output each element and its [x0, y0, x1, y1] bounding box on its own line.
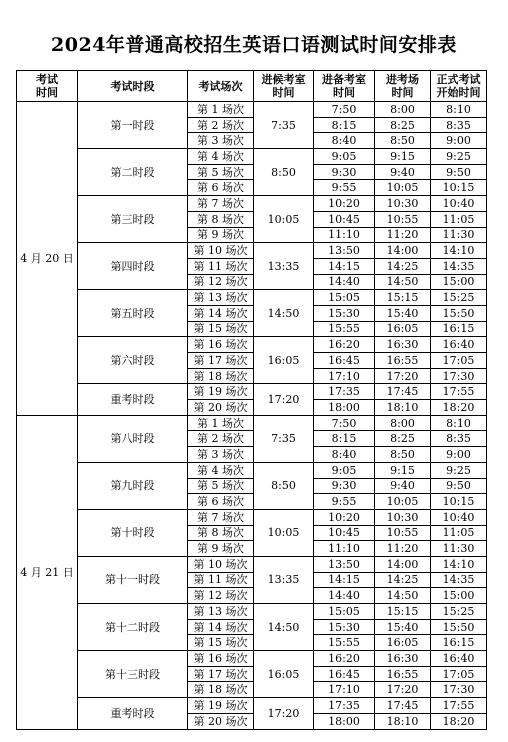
enter-exam-time-cell: 15:15 [375, 290, 431, 306]
period-name-cell: 第一时段 [78, 102, 188, 149]
prep-room-time-cell: 17:10 [314, 368, 375, 384]
session-name-cell: 第 5 场次 [188, 478, 254, 494]
wait-room-time-cell: 13:35 [254, 556, 314, 603]
start-time-cell: 10:15 [431, 494, 487, 510]
start-time-cell: 17:30 [431, 682, 487, 698]
table-body [17, 102, 487, 730]
wait-room-time-cell: 17:20 [254, 698, 314, 729]
start-time-cell: 15:25 [431, 290, 487, 306]
table-row [17, 102, 487, 118]
session-name-cell: 第 1 场次 [188, 102, 254, 118]
period-name-cell: 第十三时段 [78, 651, 188, 698]
prep-room-time-cell: 15:55 [314, 635, 375, 651]
prep-room-time-cell: 13:50 [314, 556, 375, 572]
period-name-cell: 第三时段 [78, 196, 188, 243]
enter-exam-time-cell: 14:50 [375, 588, 431, 604]
session-name-cell: 第 6 场次 [188, 180, 254, 196]
session-name-cell: 第 8 场次 [188, 525, 254, 541]
prep-room-time-cell: 17:35 [314, 384, 375, 400]
table-row [17, 243, 487, 259]
period-name-cell: 重考时段 [78, 384, 188, 415]
session-name-cell: 第 9 场次 [188, 541, 254, 557]
prep-room-time-cell: 14:40 [314, 274, 375, 290]
enter-exam-time-cell: 14:00 [375, 243, 431, 259]
period-name-cell: 重考时段 [78, 698, 188, 729]
enter-exam-time-cell: 18:10 [375, 400, 431, 416]
session-name-cell: 第 3 场次 [188, 133, 254, 149]
prep-room-time-cell: 8:15 [314, 431, 375, 447]
prep-room-time-cell: 15:55 [314, 321, 375, 337]
enter-exam-time-cell: 15:15 [375, 604, 431, 620]
enter-exam-time-cell: 16:30 [375, 651, 431, 667]
start-time-cell: 8:35 [431, 117, 487, 133]
enter-exam-time-cell: 10:55 [375, 525, 431, 541]
enter-exam-time-cell: 9:40 [375, 478, 431, 494]
period-name-cell: 第十时段 [78, 509, 188, 556]
table-row [17, 196, 487, 212]
page-title: 2024年普通高校招生英语口语测试时间安排表 [51, 34, 457, 56]
prep-room-time-cell: 11:10 [314, 541, 375, 557]
session-name-cell: 第 4 场次 [188, 149, 254, 165]
wait-room-time-cell: 10:05 [254, 196, 314, 243]
session-name-cell: 第 15 场次 [188, 321, 254, 337]
enter-exam-time-cell: 17:20 [375, 682, 431, 698]
start-time-cell: 11:05 [431, 525, 487, 541]
start-time-cell: 15:00 [431, 274, 487, 290]
start-time-cell: 8:10 [431, 102, 487, 118]
session-name-cell: 第 19 场次 [188, 698, 254, 714]
start-time-cell: 16:40 [431, 337, 487, 353]
exam-date-cell: 4 月 21 日 [17, 415, 78, 729]
prep-room-time-cell: 16:45 [314, 353, 375, 369]
prep-room-time-cell: 15:30 [314, 619, 375, 635]
enter-exam-time-cell: 10:30 [375, 509, 431, 525]
header-wait-room-time: 进候考室 时间 [254, 71, 314, 102]
enter-exam-time-cell: 18:10 [375, 713, 431, 729]
session-name-cell: 第 17 场次 [188, 666, 254, 682]
prep-room-time-cell: 9:05 [314, 462, 375, 478]
prep-room-time-cell: 18:00 [314, 713, 375, 729]
enter-exam-time-cell: 8:50 [375, 447, 431, 463]
session-name-cell: 第 8 场次 [188, 211, 254, 227]
start-time-cell: 14:35 [431, 258, 487, 274]
prep-room-time-cell: 13:50 [314, 243, 375, 259]
enter-exam-time-cell: 10:55 [375, 211, 431, 227]
start-time-cell: 16:15 [431, 321, 487, 337]
table-row [17, 604, 487, 620]
start-time-cell: 18:20 [431, 713, 487, 729]
start-time-cell: 11:30 [431, 541, 487, 557]
prep-room-time-cell: 8:40 [314, 133, 375, 149]
enter-exam-time-cell: 15:40 [375, 305, 431, 321]
session-name-cell: 第 4 场次 [188, 462, 254, 478]
enter-exam-time-cell: 16:55 [375, 666, 431, 682]
enter-exam-time-cell: 14:50 [375, 274, 431, 290]
wait-room-time-cell: 13:35 [254, 243, 314, 290]
prep-room-time-cell: 9:55 [314, 494, 375, 510]
prep-room-time-cell: 18:00 [314, 400, 375, 416]
header-date: 考试 时间 [17, 71, 78, 102]
start-time-cell: 16:40 [431, 651, 487, 667]
enter-exam-time-cell: 14:25 [375, 258, 431, 274]
table-row [17, 337, 487, 353]
enter-exam-time-cell: 10:30 [375, 196, 431, 212]
session-name-cell: 第 11 场次 [188, 572, 254, 588]
prep-room-time-cell: 14:15 [314, 258, 375, 274]
header-session: 考试场次 [188, 71, 254, 102]
session-name-cell: 第 2 场次 [188, 431, 254, 447]
session-name-cell: 第 17 场次 [188, 353, 254, 369]
prep-room-time-cell: 14:40 [314, 588, 375, 604]
header-row [17, 71, 487, 102]
enter-exam-time-cell: 17:45 [375, 698, 431, 714]
start-time-cell: 11:30 [431, 227, 487, 243]
start-time-cell: 9:00 [431, 133, 487, 149]
prep-room-time-cell: 16:45 [314, 666, 375, 682]
session-name-cell: 第 16 场次 [188, 337, 254, 353]
session-name-cell: 第 13 场次 [188, 604, 254, 620]
enter-exam-time-cell: 8:25 [375, 117, 431, 133]
enter-exam-time-cell: 17:20 [375, 368, 431, 384]
exam-date-cell: 4 月 20 日 [17, 102, 78, 416]
start-time-cell: 9:00 [431, 447, 487, 463]
prep-room-time-cell: 16:20 [314, 337, 375, 353]
start-time-cell: 18:20 [431, 400, 487, 416]
session-name-cell: 第 3 场次 [188, 447, 254, 463]
header-period: 考试时段 [78, 71, 188, 102]
prep-room-time-cell: 15:05 [314, 290, 375, 306]
table-row [17, 149, 487, 165]
start-time-cell: 11:05 [431, 211, 487, 227]
enter-exam-time-cell: 14:00 [375, 556, 431, 572]
session-name-cell: 第 9 场次 [188, 227, 254, 243]
wait-room-time-cell: 8:50 [254, 462, 314, 509]
start-time-cell: 8:10 [431, 415, 487, 431]
session-name-cell: 第 12 场次 [188, 274, 254, 290]
wait-room-time-cell: 10:05 [254, 509, 314, 556]
wait-room-time-cell: 14:50 [254, 604, 314, 651]
enter-exam-time-cell: 17:45 [375, 384, 431, 400]
prep-room-time-cell: 17:35 [314, 698, 375, 714]
prep-room-time-cell: 10:45 [314, 525, 375, 541]
enter-exam-time-cell: 16:30 [375, 337, 431, 353]
table-header [17, 71, 487, 102]
start-time-cell: 14:35 [431, 572, 487, 588]
session-name-cell: 第 18 场次 [188, 368, 254, 384]
prep-room-time-cell: 11:10 [314, 227, 375, 243]
enter-exam-time-cell: 8:00 [375, 102, 431, 118]
session-name-cell: 第 13 场次 [188, 290, 254, 306]
period-name-cell: 第五时段 [78, 290, 188, 337]
start-time-cell: 10:15 [431, 180, 487, 196]
session-name-cell: 第 6 场次 [188, 494, 254, 510]
wait-room-time-cell: 7:35 [254, 102, 314, 149]
session-name-cell: 第 16 场次 [188, 651, 254, 667]
session-name-cell: 第 18 场次 [188, 682, 254, 698]
prep-room-time-cell: 7:50 [314, 415, 375, 431]
period-name-cell: 第九时段 [78, 462, 188, 509]
session-name-cell: 第 15 场次 [188, 635, 254, 651]
wait-room-time-cell: 8:50 [254, 149, 314, 196]
start-time-cell: 17:05 [431, 353, 487, 369]
start-time-cell: 15:00 [431, 588, 487, 604]
start-time-cell: 17:55 [431, 384, 487, 400]
prep-room-time-cell: 14:15 [314, 572, 375, 588]
table-row [17, 462, 487, 478]
session-name-cell: 第 5 场次 [188, 164, 254, 180]
prep-room-time-cell: 10:45 [314, 211, 375, 227]
header-enter-exam-time: 进考场 时间 [375, 71, 431, 102]
period-name-cell: 第四时段 [78, 243, 188, 290]
wait-room-time-cell: 17:20 [254, 384, 314, 415]
table-row [17, 415, 487, 431]
enter-exam-time-cell: 9:15 [375, 462, 431, 478]
table-row [17, 698, 487, 714]
start-time-cell: 10:40 [431, 509, 487, 525]
enter-exam-time-cell: 16:05 [375, 321, 431, 337]
enter-exam-time-cell: 11:20 [375, 227, 431, 243]
start-time-cell: 16:15 [431, 635, 487, 651]
session-name-cell: 第 20 场次 [188, 713, 254, 729]
start-time-cell: 15:50 [431, 305, 487, 321]
prep-room-time-cell: 8:40 [314, 447, 375, 463]
table-row [17, 651, 487, 667]
wait-room-time-cell: 7:35 [254, 415, 314, 462]
session-name-cell: 第 11 场次 [188, 258, 254, 274]
prep-room-time-cell: 15:30 [314, 305, 375, 321]
prep-room-time-cell: 9:05 [314, 149, 375, 165]
session-name-cell: 第 12 场次 [188, 588, 254, 604]
header-prep-room-time: 进备考室 时间 [314, 71, 375, 102]
period-name-cell: 第十一时段 [78, 556, 188, 603]
enter-exam-time-cell: 14:25 [375, 572, 431, 588]
session-name-cell: 第 20 场次 [188, 400, 254, 416]
start-time-cell: 9:50 [431, 478, 487, 494]
prep-room-time-cell: 9:30 [314, 478, 375, 494]
table-row [17, 290, 487, 306]
session-name-cell: 第 14 场次 [188, 305, 254, 321]
enter-exam-time-cell: 10:05 [375, 494, 431, 510]
period-name-cell: 第十二时段 [78, 604, 188, 651]
session-name-cell: 第 2 场次 [188, 117, 254, 133]
start-time-cell: 10:40 [431, 196, 487, 212]
start-time-cell: 14:10 [431, 556, 487, 572]
start-time-cell: 9:25 [431, 462, 487, 478]
start-time-cell: 17:55 [431, 698, 487, 714]
enter-exam-time-cell: 8:25 [375, 431, 431, 447]
session-name-cell: 第 1 场次 [188, 415, 254, 431]
wait-room-time-cell: 16:05 [254, 651, 314, 698]
enter-exam-time-cell: 8:00 [375, 415, 431, 431]
enter-exam-time-cell: 10:05 [375, 180, 431, 196]
session-name-cell: 第 14 场次 [188, 619, 254, 635]
table-row [17, 509, 487, 525]
enter-exam-time-cell: 8:50 [375, 133, 431, 149]
enter-exam-time-cell: 16:05 [375, 635, 431, 651]
table-row [17, 556, 487, 572]
enter-exam-time-cell: 16:55 [375, 353, 431, 369]
enter-exam-time-cell: 9:15 [375, 149, 431, 165]
period-name-cell: 第八时段 [78, 415, 188, 462]
wait-room-time-cell: 14:50 [254, 290, 314, 337]
prep-room-time-cell: 8:15 [314, 117, 375, 133]
start-time-cell: 9:25 [431, 149, 487, 165]
prep-room-time-cell: 10:20 [314, 509, 375, 525]
prep-room-time-cell: 17:10 [314, 682, 375, 698]
enter-exam-time-cell: 11:20 [375, 541, 431, 557]
prep-room-time-cell: 15:05 [314, 604, 375, 620]
session-name-cell: 第 7 场次 [188, 509, 254, 525]
table-row [17, 384, 487, 400]
schedule-table [16, 70, 487, 730]
period-name-cell: 第六时段 [78, 337, 188, 384]
header-start-time: 正式考试 开始时间 [431, 71, 487, 102]
start-time-cell: 14:10 [431, 243, 487, 259]
prep-room-time-cell: 9:55 [314, 180, 375, 196]
prep-room-time-cell: 9:30 [314, 164, 375, 180]
start-time-cell: 9:50 [431, 164, 487, 180]
prep-room-time-cell: 16:20 [314, 651, 375, 667]
start-time-cell: 15:25 [431, 604, 487, 620]
prep-room-time-cell: 10:20 [314, 196, 375, 212]
session-name-cell: 第 19 场次 [188, 384, 254, 400]
start-time-cell: 17:05 [431, 666, 487, 682]
period-name-cell: 第二时段 [78, 149, 188, 196]
start-time-cell: 15:50 [431, 619, 487, 635]
prep-room-time-cell: 7:50 [314, 102, 375, 118]
session-name-cell: 第 10 场次 [188, 556, 254, 572]
start-time-cell: 17:30 [431, 368, 487, 384]
enter-exam-time-cell: 15:40 [375, 619, 431, 635]
session-name-cell: 第 7 场次 [188, 196, 254, 212]
start-time-cell: 8:35 [431, 431, 487, 447]
session-name-cell: 第 10 场次 [188, 243, 254, 259]
wait-room-time-cell: 16:05 [254, 337, 314, 384]
enter-exam-time-cell: 9:40 [375, 164, 431, 180]
